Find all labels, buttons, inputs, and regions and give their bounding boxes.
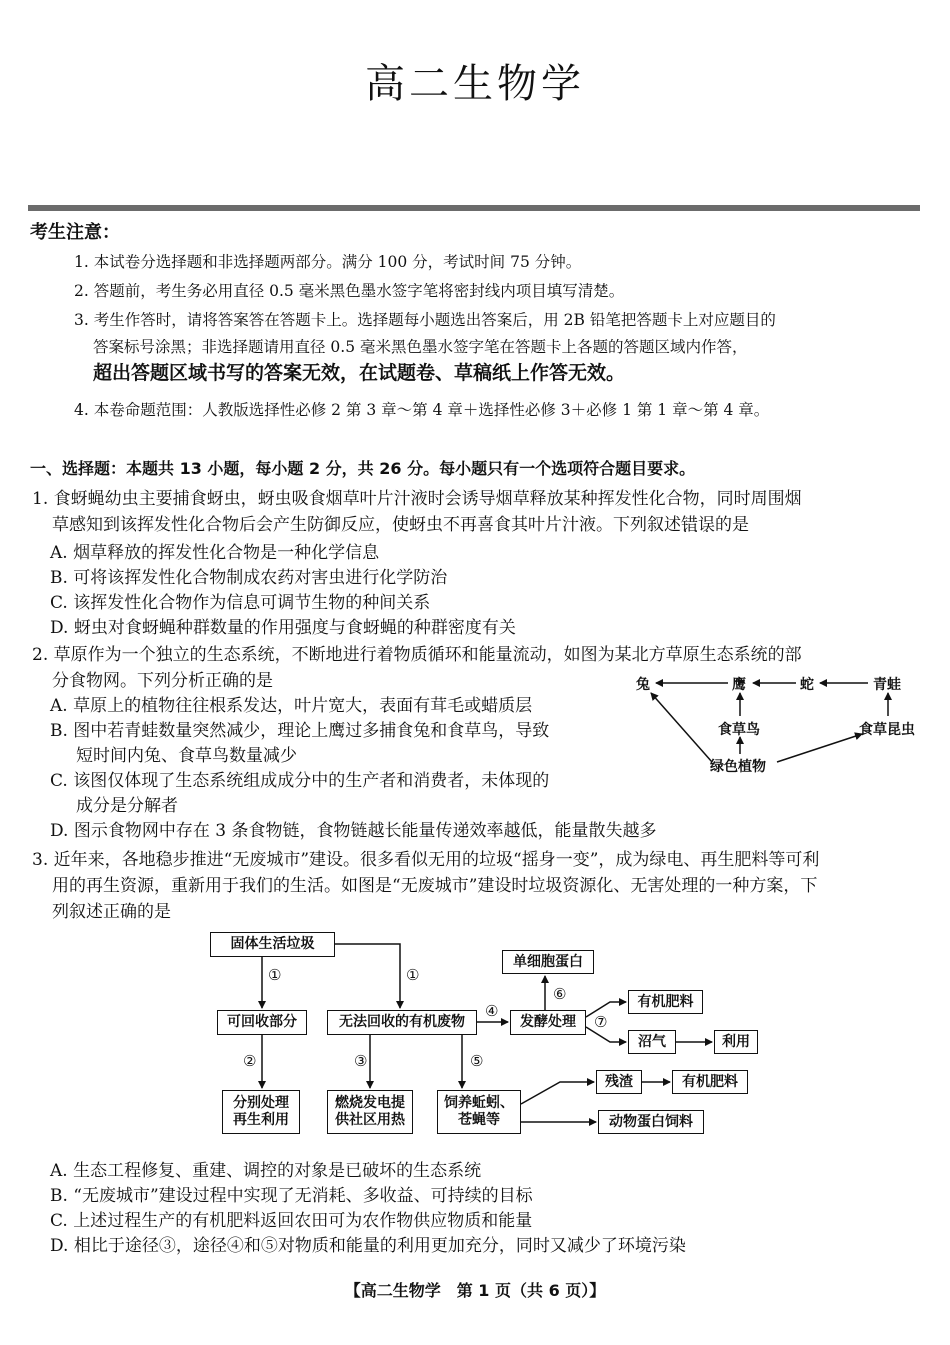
web-bird: 食草鸟	[718, 722, 760, 738]
section-heading: 一、选择题：本题共 13 小题，每小题 2 分，共 26 分。每小题只有一个选项符合题目要求。	[30, 459, 696, 478]
q3-option-d: D. 相比于途径③，途径④和⑤对物质和能量的利用更加充分，同时又减少了环境污染	[50, 1236, 686, 1256]
notice-item-3: 3. 考生作答时，请将答案答在答题卡上。选择题每小题选出答案后，用 2B 铅笔把答题卡上对应题目的	[74, 311, 776, 329]
web-frog: 青蛙	[873, 677, 901, 693]
web-plant: 绿色植物	[710, 759, 766, 775]
notice-item-1: 1. 本试卷分选择题和非选择题两部分。满分 100 分，考试时间 75 分钟。	[74, 253, 582, 271]
q1-option-a: A. 烟草释放的挥发性化合物是一种化学信息	[50, 543, 380, 563]
box-utilize: 利用	[714, 1030, 758, 1054]
web-eagle: 鹰	[732, 677, 746, 693]
q1-stem-tail: 的是	[715, 515, 749, 535]
arrow-ferment-fert	[586, 1002, 626, 1017]
box-incineration-line1: 燃烧发电提	[335, 1095, 405, 1111]
route-7: ⑦	[594, 1013, 608, 1031]
notice-item-4: 4. 本卷命题范围：人教版选择性必修 2 第 3 章～第 4 章＋选择性必修 3＋必修 1 第 1 章～第 4 章。	[74, 401, 770, 419]
arrow-worm-residue	[521, 1082, 594, 1104]
q1-option-c: C. 该挥发性化合物作为信息可调节生物的种间关系	[50, 593, 431, 613]
notice-item-3-bold: 超出答题区域书写的答案无效，在试题卷、草稿纸上作答无效。	[93, 362, 626, 384]
q2-option-a: A. 草原上的植物往往根系发达，叶片宽大，表面有茸毛或蜡质层	[50, 696, 533, 716]
q3-stem-line2: 用的再生资源，重新用于我们的生活。如图是“无废城市”建设时垃圾资源化、无害处理的一种方案，下	[52, 876, 818, 896]
q3-stem-line3: 列叙述正确的是	[52, 902, 171, 922]
box-recyclable: 可回收部分	[217, 1010, 307, 1035]
q1-stem-text: 草感知到该挥发性化合物后会产生防御反应，使蚜虫不再喜食其叶片汁液。下列叙述	[52, 515, 681, 535]
arrow-plant-rabbit	[651, 693, 712, 762]
notice-item-2: 2. 答题前，考生务必用直径 0.5 毫米黑色墨水签字笔将密封线内项目填写清楚。	[74, 282, 625, 300]
box-fermentation: 发酵处理	[510, 1010, 586, 1035]
route-6: ⑥	[553, 985, 567, 1003]
route-1-right: ①	[406, 966, 420, 984]
web-snake: 蛇	[800, 677, 814, 693]
box-solid-waste: 固体生活垃圾	[210, 932, 335, 957]
route-5: ⑤	[470, 1052, 484, 1070]
route-3: ③	[354, 1052, 368, 1070]
q2-option-c-cont: 成分是分解者	[76, 796, 178, 816]
q3-option-c: C. 上述过程生产的有机肥料返回农田可为农作物供应物质和能量	[50, 1211, 533, 1231]
box-separate-line2: 再生利用	[233, 1112, 289, 1128]
box-animal-feed: 动物蛋白饲料	[598, 1110, 704, 1134]
q1-option-b: B. 可将该挥发性化合物制成农药对害虫进行化学防治	[50, 568, 448, 588]
box-earthworm-line2: 苍蝇等	[458, 1112, 500, 1128]
box-earthworm-line1: 饲养蚯蚓、	[444, 1095, 514, 1111]
arrow-solid-organic	[335, 944, 400, 1008]
q1-stem-line1: 1. 食蚜蝇幼虫主要捕食蚜虫，蚜虫吸食烟草叶片汁液时会诱导烟草释放某种挥发性化合物，同时周围烟	[32, 489, 802, 509]
arrow-ferment-biogas	[586, 1027, 626, 1042]
notice-item-3-cont: 答案标号涂黑；非选择题请用直径 0.5 毫米黑色墨水签字笔在答题卡上各题的答题区域内作答，	[93, 338, 748, 356]
q2-option-c: C. 该图仅体现了生态系统组成成分中的生产者和消费者，未体现的	[50, 771, 550, 791]
q1-emphasis: 错误 · · ·	[681, 510, 715, 535]
web-rabbit: 兔	[636, 677, 650, 693]
box-residue: 残渣	[596, 1070, 642, 1094]
box-organic-fertilizer-1: 有机肥料	[628, 990, 703, 1014]
q2-option-b: B. 图中若青蛙数量突然减少，理论上鹰过多捕食兔和食草鸟，导致	[50, 721, 550, 741]
q2-option-b-cont: 短时间内兔、食草鸟数量减少	[76, 746, 297, 766]
q2-stem-line1: 2. 草原作为一个独立的生态系统，不断地进行着物质循环和能量流动，如图为某北方草原生态系统的部	[32, 645, 802, 665]
box-biogas: 沼气	[628, 1030, 676, 1054]
notice-heading: 考生注意：	[30, 222, 120, 243]
web-insect: 食草昆虫	[859, 722, 915, 738]
page-footer: 【高二生物学 第 1 页（共 6 页）】	[344, 1281, 606, 1300]
arrow-plant-insect	[777, 734, 862, 762]
route-4: ④	[485, 1002, 499, 1020]
q3-option-b: B. “无废城市”建设过程中实现了无消耗、多收益、可持续的目标	[50, 1186, 533, 1206]
box-incineration-line2: 供社区用热	[335, 1112, 405, 1128]
q2-option-d: D. 图示食物网中存在 3 条食物链，食物链越长能量传递效率越低，能量散失越多	[50, 821, 657, 841]
route-1-left: ①	[268, 966, 282, 984]
box-separate-line1: 分别处理	[233, 1095, 289, 1111]
box-organic-waste: 无法回收的有机废物	[327, 1010, 477, 1035]
page-title: 高二生物学	[365, 61, 585, 107]
q3-stem-line1: 3. 近年来，各地稳步推进“无废城市”建设。很多看似无用的垃圾“摇身一变”，成为绿电、再生肥料等可利	[32, 850, 820, 870]
box-organic-fertilizer-2: 有机肥料	[672, 1070, 748, 1094]
route-2: ②	[243, 1052, 257, 1070]
box-single-cell-protein: 单细胞蛋白	[502, 950, 594, 974]
q1-option-d: D. 蚜虫对食蚜蝇种群数量的作用强度与食蚜蝇的种群密度有关	[50, 618, 516, 638]
q3-option-a: A. 生态工程修复、重建、调控的对象是已破坏的生态系统	[50, 1161, 482, 1181]
q2-stem-line2: 分食物网。下列分析正确的是	[52, 671, 273, 691]
